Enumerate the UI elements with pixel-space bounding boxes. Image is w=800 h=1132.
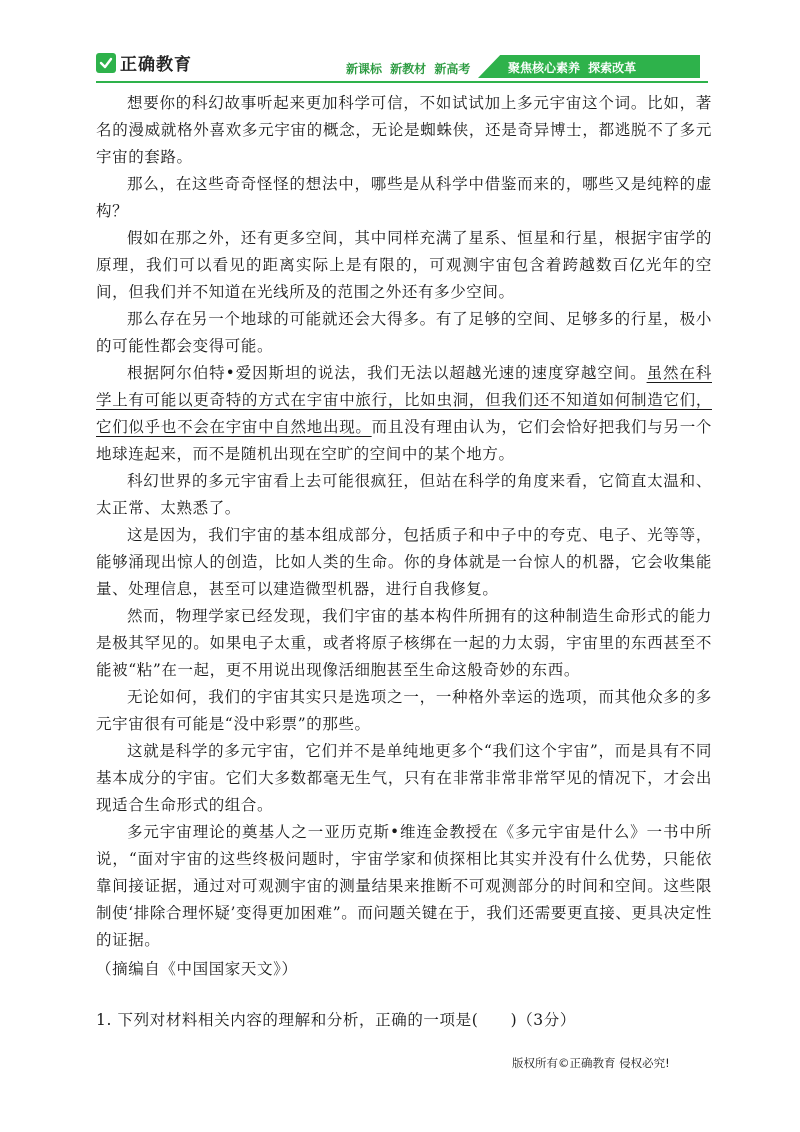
header-banner-text: 聚焦核心素养 探索改革 bbox=[508, 61, 637, 75]
paragraph-text: 而且没有理由认为，它们会恰好把我们与另一个地球连起来，而不是随机出现在空旷的空间中的某个地方。 bbox=[96, 418, 713, 463]
paragraph bbox=[96, 360, 712, 468]
paragraph: 科幻世界的多元宇宙看上去可能很疯狂，但站在科学的角度来看，它简直太温和、太正常、太熟悉了。 bbox=[96, 472, 712, 517]
header-tags: 新课标 新教材 新高考 bbox=[346, 62, 471, 76]
paragraph: 这就是科学的多元宇宙，它们并不是单纯地更多个“我们这个宇宙”，而是具有不同基本成分的宇宙。它们大多数都毫无生气，只有在非常非常非常罕见的情况下，才会出现适合生命形式的组合。 bbox=[96, 742, 712, 814]
copyright-footer: 版权所有©正确教育 侵权必究! bbox=[512, 1056, 670, 1070]
question-text: 1. 下列对材料相关内容的理解和分析，正确的一项是( )（3分） bbox=[96, 1011, 576, 1029]
source-citation: （摘编自《中国国家天文》） bbox=[96, 960, 298, 978]
article-body bbox=[96, 90, 712, 983]
logo-text: 正确教育 bbox=[120, 55, 192, 75]
paragraph-text: 根据阿尔伯特•爱因斯坦的说法，我们无法以超越光速的速度穿越空间。 bbox=[127, 364, 647, 382]
paragraph: 这是因为，我们宇宙的基本组成部分，包括质子和中子中的夸克、电子、光等等，能够涌现出惊人的创造，比如人类的生命。你的身体就是一台惊人的机器，它会收集能量、处理信息，甚至可以建造微型机器，进行自我修复。 bbox=[96, 526, 712, 598]
checkmark-icon bbox=[96, 53, 116, 73]
header-divider bbox=[96, 81, 708, 83]
paragraph: 那么存在另一个地球的可能就还会大得多。有了足够的空间、足够多的行星，极小的可能性都会变得可能。 bbox=[96, 310, 712, 355]
underlined-text: 虽然在科学上有可能以更奇特的方式在宇宙中旅行，比如虫洞，但我们还不知道如何制造它们，它们似乎也不会在宇宙中自然地出现。 bbox=[96, 364, 712, 436]
paragraph: 想要你的科幻故事听起来更加科学可信，不如试试加上多元宇宙这个词。比如，著名的漫威就格外喜欢多元宇宙的概念，无论是蜘蛛侠，还是奇异博士，都逃脱不了多元宇宙的套路。 bbox=[96, 94, 712, 166]
logo bbox=[96, 50, 192, 75]
paragraph: 多元宇宙理论的奠基人之一亚历克斯•维连金教授在《多元宇宙是什么》一书中所说，“面对宇宙的这些终极问题时，宇宙学家和侦探相比其实并没有什么优势，只能依靠间接证据，通过对可观测宇宙的测量结果来推断不可观测部分的时间和空间。这些限制使‘排除合理怀疑’变得更加困难”。而问题关键在于，我们还需要更直接、更具决定性的证据。 bbox=[96, 823, 712, 949]
page-header bbox=[0, 0, 800, 84]
paragraph: 然而，物理学家已经发现，我们宇宙的基本构件所拥有的这种制造生命形式的能力是极其罕见的。如果电子太重，或者将原子核绑在一起的力太弱，宇宙里的东西甚至不能被“粘”在一起，更不用说出现像活细胞甚至生命这般奇妙的东西。 bbox=[96, 607, 712, 679]
paragraph: 无论如何，我们的宇宙其实只是选项之一，一种格外幸运的选项，而其他众多的多元宇宙很有可能是“没中彩票”的那些。 bbox=[96, 688, 712, 733]
paragraph: 那么，在这些奇奇怪怪的想法中，哪些是从科学中借鉴而来的，哪些又是纯粹的虚构？ bbox=[96, 175, 712, 220]
paragraph: 假如在那之外，还有更多空间，其中同样充满了星系、恒星和行星，根据宇宙学的原理，我们可以看见的距离实际上是有限的，可观测宇宙包含着跨越数百亿光年的空间，但我们并不知道在光线所及的范围之外还有多少空间。 bbox=[96, 229, 712, 301]
